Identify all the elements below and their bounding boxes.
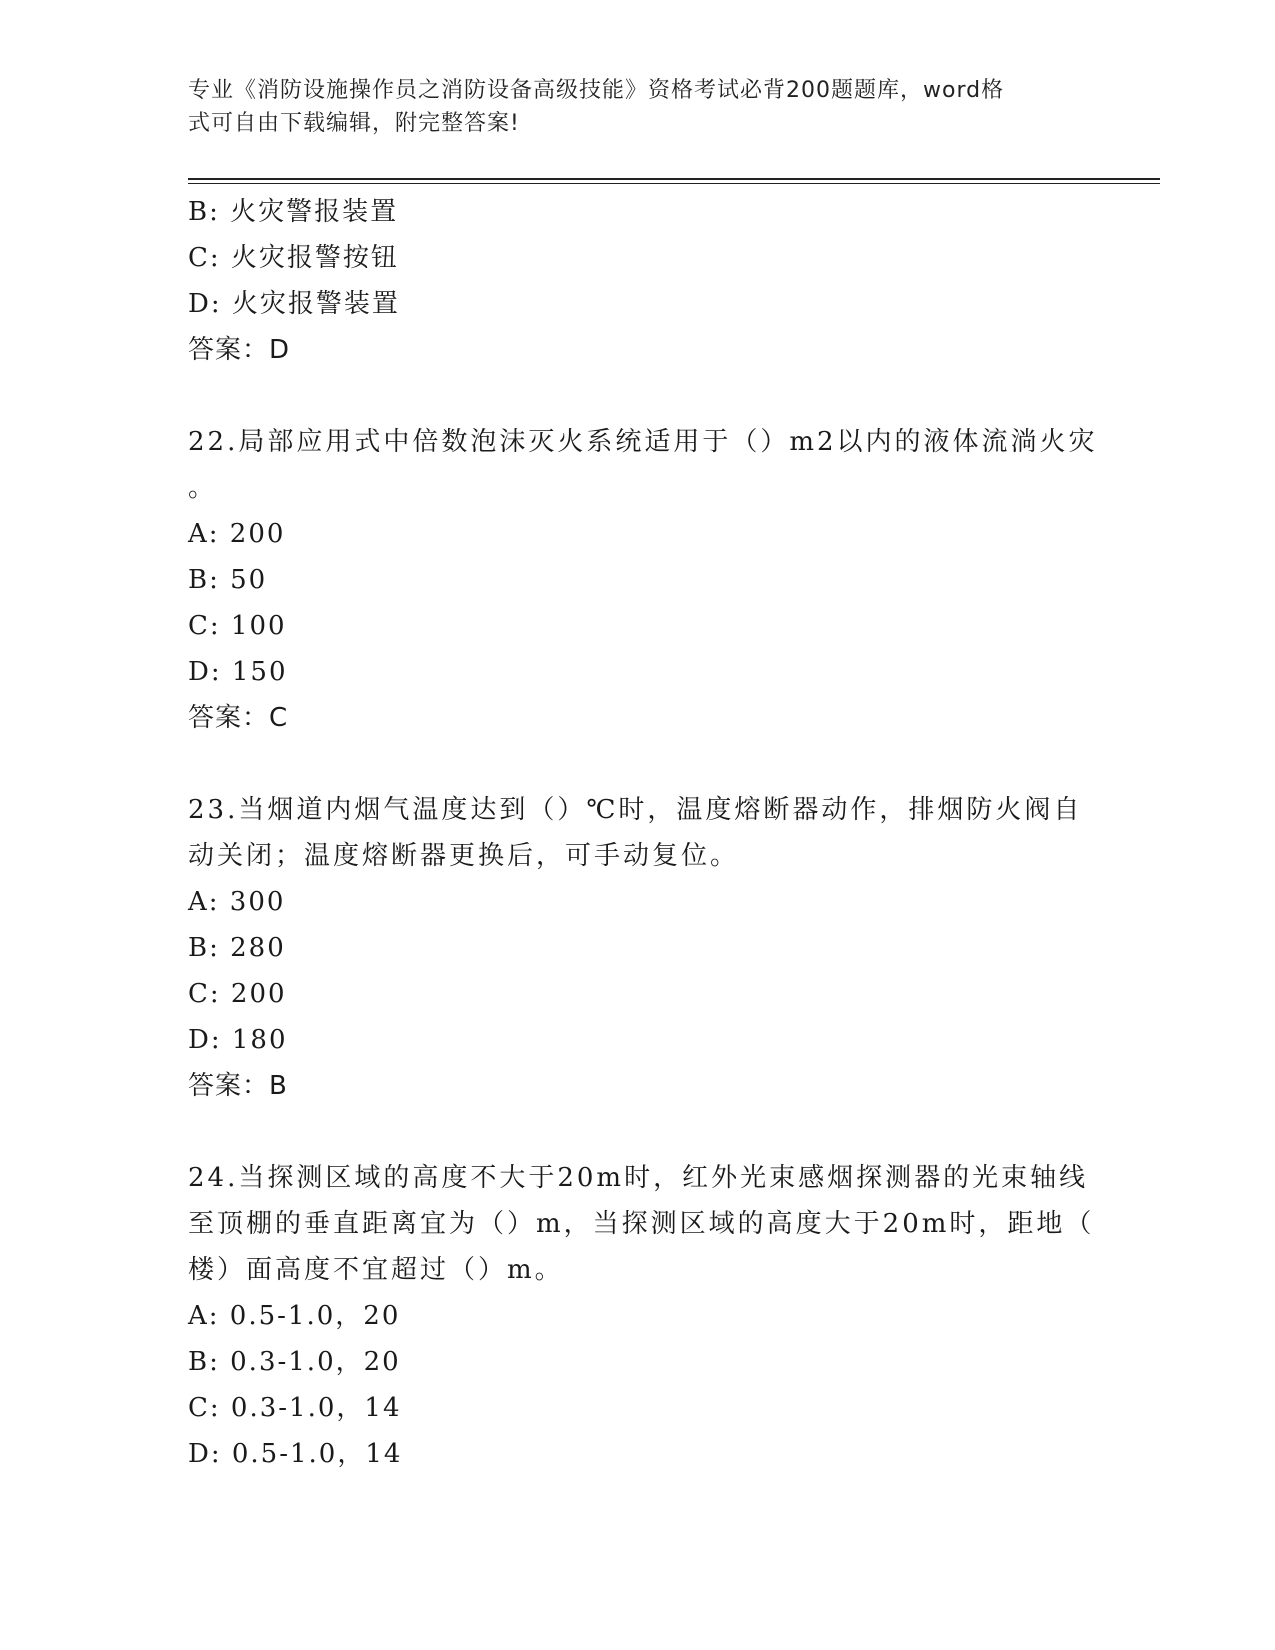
header-divider-thick: [188, 178, 1160, 180]
question-text-line: 24.当探测区域的高度不大于20m时，红外光束感烟探测器的光束轴线: [188, 1163, 1089, 1193]
question-text-line: 22.局部应用式中倍数泡沫灭火系统适用于（）m2以内的液体流淌火灾: [188, 427, 1098, 457]
option-d: D: 火灾报警装置: [188, 289, 400, 319]
option-b: B: 280: [188, 933, 286, 963]
question-24: [188, 1155, 1095, 1477]
header-divider-thin: [188, 183, 1160, 184]
document-body: [188, 189, 1098, 1477]
question-23: [188, 787, 1088, 1109]
spacer: [188, 1109, 1088, 1155]
option-d: D: 0.5-1.0，14: [188, 1439, 403, 1469]
answer-line: 答案：D: [188, 335, 291, 365]
question-21-carryover: [188, 189, 1088, 373]
option-c: C: 0.3-1.0，14: [188, 1393, 402, 1423]
answer-line: 答案：C: [188, 703, 289, 733]
header-line-2: 式可自由下载编辑，附完整答案!: [188, 111, 520, 136]
option-c: C: 火灾报警按钮: [188, 243, 399, 273]
option-b: B: 火灾警报装置: [188, 197, 399, 227]
option-d: D: 150: [188, 657, 288, 687]
spacer: [188, 741, 1088, 787]
question-text-line: 动关闭；温度熔断器更换后，可手动复位。: [188, 841, 740, 871]
option-b: B: 0.3-1.0，20: [188, 1347, 401, 1377]
header-line-1: 专业《消防设施操作员之消防设备高级技能》资格考试必背200题题库，word格: [188, 78, 1005, 103]
option-b: B: 50: [188, 565, 268, 595]
option-a: A: 300: [188, 887, 286, 917]
option-d: D: 180: [188, 1025, 288, 1055]
option-a: A: 200: [188, 519, 286, 549]
question-text-line: 23.当烟道内烟气温度达到（）℃时，温度熔断器动作，排烟防火阀自: [188, 795, 1083, 825]
answer-line: 答案：B: [188, 1071, 288, 1101]
option-c: C: 200: [188, 979, 287, 1009]
question-text-line: 。: [188, 473, 218, 503]
question-22: [188, 419, 1098, 741]
option-a: A: 0.5-1.0，20: [188, 1301, 401, 1331]
option-c: C: 100: [188, 611, 287, 641]
spacer: [188, 373, 1088, 419]
question-text-line: 至顶棚的垂直距离宜为（）m，当探测区域的高度大于20m时，距地（: [188, 1209, 1095, 1239]
question-text-line: 楼）面高度不宜超过（）m。: [188, 1255, 564, 1285]
document-header: [188, 74, 1088, 140]
